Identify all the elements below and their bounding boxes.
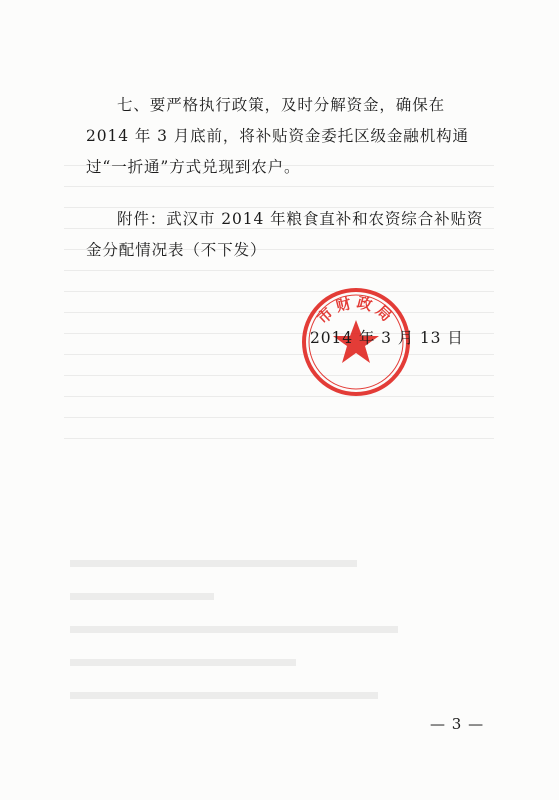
page-number: — 3 — (430, 715, 485, 733)
attachment-note: 附件：武汉市 2014 年粮食直补和农资综合补贴资金分配情况表（不下发） (86, 210, 484, 259)
paragraph-seven: 七、要严格执行政策，及时分解资金，确保在 2014 年 3 月底前，将补贴资金委托区级金融机构通过“一折通”方式兑现到农户。 (86, 96, 469, 176)
seal-text: 市财政局 (313, 293, 399, 328)
bleed-through-text (70, 560, 480, 710)
document-date: 2014 年 3 月 13 日 (310, 329, 464, 347)
